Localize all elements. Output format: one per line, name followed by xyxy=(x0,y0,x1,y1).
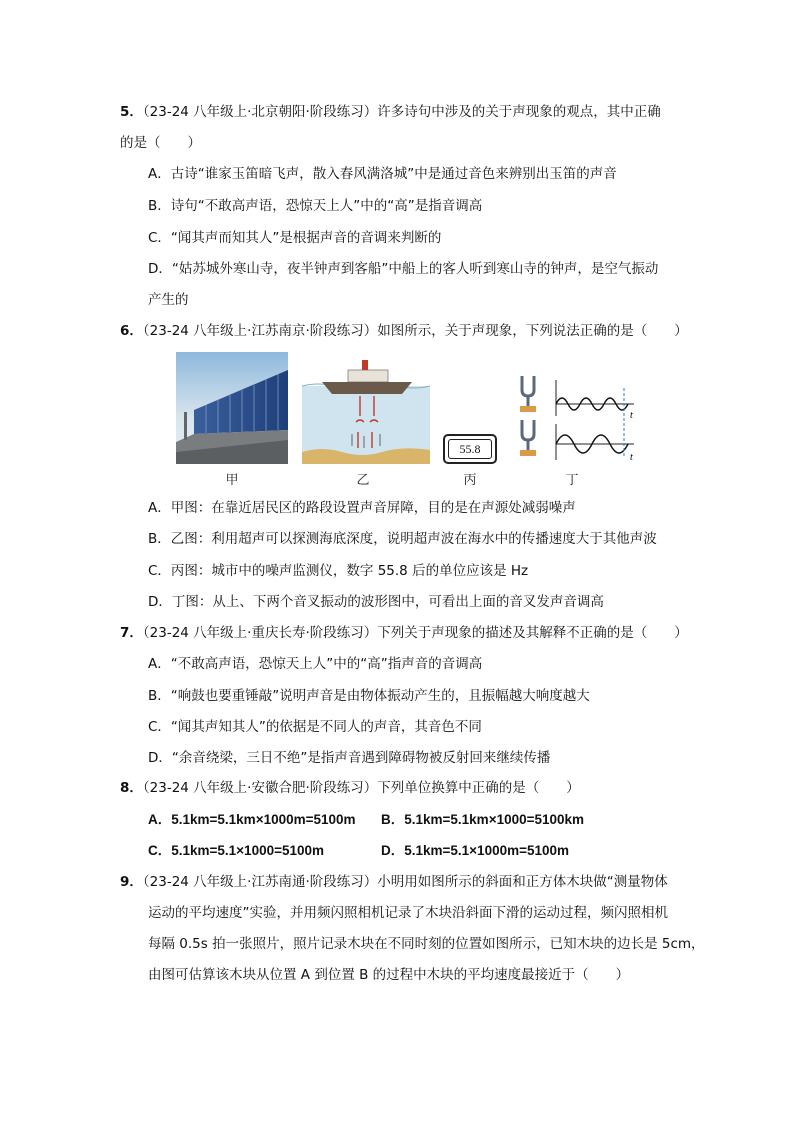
noise-monitor-reading: 55.8 xyxy=(448,439,492,459)
q9-number: 9． xyxy=(120,874,143,890)
q8-option-b[interactable]: B．5.1km=5.1km×1000=5100km xyxy=(381,812,585,827)
q7-option-a[interactable]: A．“不敢高声语，恐惊天上人”中的“高”指声音的音调高 xyxy=(148,656,483,672)
q8-option-a[interactable]: A．5.1km=5.1km×1000m=5100m xyxy=(148,812,356,827)
q8-number: 8． xyxy=(120,780,143,796)
q7-option-c[interactable]: C．“闻其声知其人”的依据是不同人的声音，其音色不同 xyxy=(148,719,482,735)
q6-number: 6． xyxy=(120,323,143,339)
q6-stem-text: （23-24 八年级上·江苏南京·阶段练习）如图所示，关于声现象，下列说法正确的是（ ） xyxy=(142,323,688,339)
q5-option-b[interactable]: B．诗句“不敢高声语，恐惊天上人”中的“高”是指音调高 xyxy=(148,198,483,214)
q9-stem-line4: 由图可估算该木块从位置 A 到位置 B 的过程中木块的平均速度最接近于（ ） xyxy=(148,967,630,983)
q9-stem-line2: 运动的平均速度”实验，并用频闪照相机记录了木块沿斜面下滑的运动过程，频闪照相机 xyxy=(148,905,668,921)
q6-stem-line1 xyxy=(120,321,688,341)
q5-option-d-cont: 产生的 xyxy=(148,292,189,308)
q5-stem-line1 xyxy=(120,102,661,122)
noise-monitor-display xyxy=(443,434,497,464)
q5-stem-line2: 的是（ ） xyxy=(120,135,201,151)
q7-number: 7． xyxy=(120,625,143,641)
tuning-fork-waveforms xyxy=(514,372,644,464)
caption-ding: 丁 xyxy=(565,473,579,488)
caption-bing: 丙 xyxy=(463,473,477,488)
q6-option-c[interactable]: C．丙图：城市中的噪声监测仪，数字 55.8 后的单位应该是 Hz xyxy=(148,563,529,579)
q8-option-c[interactable]: C．5.1km=5.1×1000=5100m xyxy=(148,843,325,858)
lower-tuning-fork-icon xyxy=(520,420,536,456)
q9-stem-line3: 每隔 0.5s 拍一张照片，照片记录木块在不同时刻的位置如图所示，已知木块的边长是 5cm， xyxy=(148,936,705,952)
q5-option-a[interactable]: A．古诗“谁家玉笛暗飞声，散入春风满洛城”中是通过音色来辨别出玉笛的声音 xyxy=(148,166,617,182)
q7-stem-text: （23-24 八年级上·重庆长寿·阶段练习）下列关于声现象的描述及其解释不正确的是（ ） xyxy=(142,625,688,641)
q6-option-b[interactable]: B．乙图：利用超声可以探测海底深度，说明超声波在海水中的传播速度大于其他声波 xyxy=(148,531,657,547)
q9-stem-text: （23-24 八年级上·江苏南通·阶段练习）小明用如图所示的斜面和正方体木块做“测量物体 xyxy=(142,874,668,890)
ship-sonar-illustration xyxy=(302,356,430,464)
q5-stem-text: （23-24 八年级上·北京朝阳·阶段练习）许多诗句中涉及的关于声现象的观点，其中正确 xyxy=(142,104,661,120)
q7-option-d[interactable]: D．“余音绕梁，三日不绝”是指声音遇到障碍物被反射回来继续传播 xyxy=(148,750,551,766)
q9-stem-line1 xyxy=(120,872,668,892)
q5-option-d[interactable]: D．“姑苏城外寒山寺，夜半钟声到客船”中船上的客人听到寒山寺的钟声，是空气振动 xyxy=(148,261,659,277)
caption-yi: 乙 xyxy=(356,473,370,488)
upper-tuning-fork-icon xyxy=(520,376,536,412)
q5-number: 5． xyxy=(120,104,143,120)
sound-barrier-photo xyxy=(176,352,288,464)
q8-stem-line1 xyxy=(120,778,580,798)
caption-jia: 甲 xyxy=(225,473,239,488)
q8-option-d[interactable]: D．5.1km=5.1×1000m=5100m xyxy=(381,843,570,858)
upper-axis-t-label: t xyxy=(630,410,633,421)
q6-option-a[interactable]: A．甲图：在靠近居民区的路段设置声音屏障，目的是在声源处减弱噪声 xyxy=(148,500,576,516)
q7-option-b[interactable]: B．“响鼓也要重锤敲”说明声音是由物体振动产生的，且振幅越大响度越大 xyxy=(148,688,590,704)
q7-stem-line1 xyxy=(120,623,688,643)
q5-option-c[interactable]: C．“闻其声而知其人”是根据声音的音调来判断的 xyxy=(148,230,442,246)
lower-axis-t-label: t xyxy=(630,452,633,463)
q6-option-d[interactable]: D．丁图：从上、下两个音叉振动的波形图中，可看出上面的音叉发声音调高 xyxy=(148,594,604,610)
q8-stem-text: （23-24 八年级上·安徽合肥·阶段练习）下列单位换算中正确的是（ ） xyxy=(142,780,580,796)
